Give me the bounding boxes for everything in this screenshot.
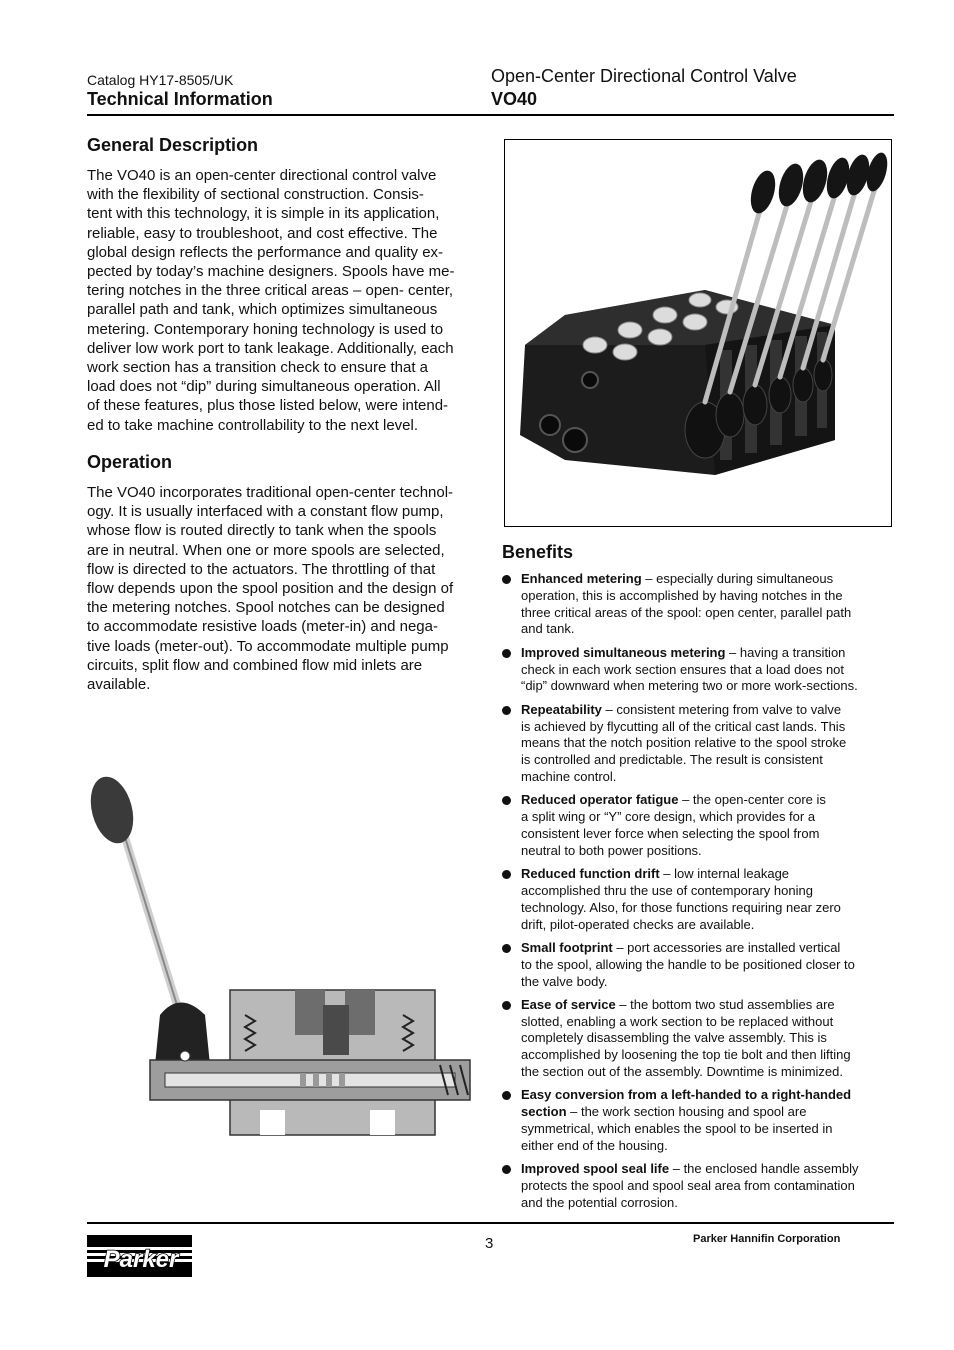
catalog-number: Catalog HY17-8505/UK	[87, 72, 234, 88]
benefit-item: Ease of service – the bottom two stud assemblies are slotted, enabling a work section to be replaced without completely disassembling the valve assembly. This is accomplished by loosening the top tie bolt and then lifting the section out of the assembly. Downtime is minimized.	[502, 997, 896, 1081]
general-description-text: The VO40 is an open-center directional control valve with the flexibility of sectional construction. Consis- tent with this technology, it is simple in its application, reliable, easy to troubleshoot, and cost effective. The global design reflects the performance and quality ex- pected by today’s machine designers. Spools have me- tering notches in the three critical areas – open- center, parallel path and tank, which optimizes simultaneous metering. Contemporary honing technology is used to deliver low work port to tank leakage. Additionally, each work section has a transition check to ensure that a load does not “dip” during simultaneous operation. All of these features, plus those listed below, were intend- ed to take machine controllability to the next level.	[87, 167, 455, 434]
bullet-icon	[502, 706, 511, 715]
benefit-item: Reduced function drift – low internal leakage accomplished thru the use of contemporary honing technology. Also, for those functions requiring near zero drift, pilot-operated checks are available.	[502, 866, 896, 933]
benefit-item: Improved spool seal life – the enclosed handle assembly protects the spool and spool seal area from contamination and the potential corrosion.	[502, 1161, 896, 1211]
cutaway-illustration	[85, 775, 480, 1145]
footer-rule	[87, 1222, 894, 1224]
benefits-list	[502, 571, 896, 1218]
section-label: Technical Information	[87, 89, 273, 109]
benefit-item: Improved simultaneous metering – having a transition check in each work section ensures that a load does not “dip” downward when metering two or more work-sections.	[502, 645, 896, 695]
valve-cutaway-illustration	[85, 775, 480, 1145]
benefit-item: Reduced operator fatigue – the open-center core is a split wing or “Y” core design, which provides for a consistent lever force when selecting the spool from neutral to both power positions.	[502, 792, 896, 859]
benefit-item: Repeatability – consistent metering from valve to valve is achieved by flycutting all of the critical cast lands. This means that the notch position relative to the spool stroke is controlled and predictable. The result is consistent machine control.	[502, 702, 896, 786]
valve-assembly-photo	[504, 139, 892, 527]
benefit-item: Easy conversion from a left-handed to a right-handed section – the work section housing and spool are symmetrical, which enables the spool to be inserted in either end of the housing.	[502, 1087, 896, 1154]
bullet-icon	[502, 944, 511, 953]
bullet-icon	[502, 796, 511, 805]
parker-logo-icon	[87, 1235, 192, 1277]
benefit-item: Small footprint – port accessories are installed vertical to the spool, allowing the handle to be positioned closer to the valve body.	[502, 940, 896, 990]
parker-logo	[87, 1235, 192, 1277]
company-name: Parker Hannifin Corporation	[693, 1233, 841, 1245]
svg-text:Parker: Parker	[103, 1246, 179, 1273]
benefit-item: Enhanced metering – especially during simultaneous operation, this is accomplished by having notches in the three critical areas of the spool: open center, parallel path and tank.	[502, 571, 896, 638]
benefits-heading: Benefits	[502, 542, 574, 562]
valve-assembly-illustration	[505, 140, 891, 526]
bullet-icon	[502, 575, 511, 584]
bullet-icon	[502, 1165, 511, 1174]
page-number: 3	[485, 1235, 494, 1252]
general-description-heading: General Description	[87, 135, 259, 155]
bullet-icon	[502, 870, 511, 879]
operation-text: The VO40 incorporates traditional open-center technol- ogy. It is usually interfaced with a constant flow pump, whose flow is routed directly to tank when the spools are in neutral. When one or more spools are selected, flow is directed to the actuators. The throttling of that flow depends upon the spool position and the design of the metering notches. Spool notches can be designed to accommodate resistive loads (meter-in) and nega- tive loads (meter-out). To accommodate multiple pump circuits, split flow and combined flow mid inlets are available.	[87, 484, 454, 694]
header-rule	[87, 114, 894, 116]
document-title: Open-Center Directional Control Valve	[491, 66, 797, 86]
bullet-icon	[502, 1001, 511, 1010]
bullet-icon	[502, 649, 511, 658]
operation-heading: Operation	[87, 452, 173, 472]
model-name: VO40	[491, 89, 538, 109]
bullet-icon	[502, 1091, 511, 1100]
